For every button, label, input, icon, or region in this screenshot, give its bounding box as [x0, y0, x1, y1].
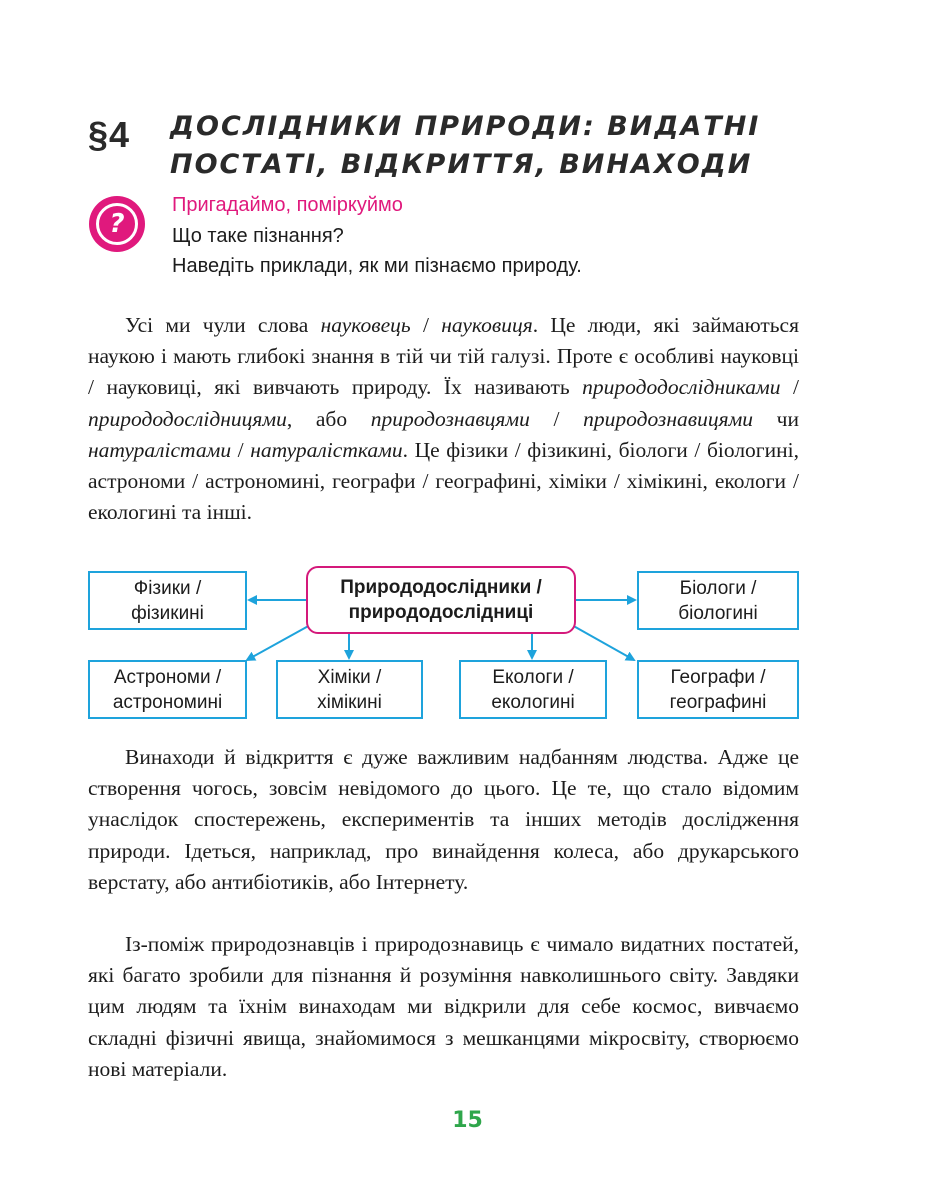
text-run: чи — [753, 406, 799, 431]
box-label: Хіміки / — [317, 666, 382, 688]
section-title-line-1: ДОСЛІДНИКИ ПРИРОДИ: ВИДАТНІ — [170, 111, 761, 142]
italic-term: природознавцями — [370, 406, 530, 431]
text-run: , або — [286, 406, 371, 431]
box-label: хімікині — [317, 691, 382, 713]
question-mark-glyph: ? — [96, 203, 138, 245]
italic-term: природознавицями — [583, 406, 754, 431]
box-chemistry — [276, 660, 423, 719]
italic-term: натуралістами — [88, 437, 232, 462]
text-run: . Це люди, які займаються наукою і мають глибокі знання в тій чи тій галузі. Проте є особливі науковці / науковиці, які вивчають природу. Їх називають — [88, 313, 799, 400]
reminder-question-2: Наведіть приклади, як ми пізнаємо природу. — [172, 255, 582, 277]
box-geography — [637, 660, 799, 719]
box-label: Біологи / — [679, 577, 757, 599]
box-label: Екологи / — [492, 666, 574, 688]
box-astronomy — [88, 660, 247, 719]
box-label: Географи / — [670, 666, 766, 688]
italic-term: науковиця — [441, 313, 533, 337]
section-title-line-2: ПОСТАТІ, ВІДКРИТТЯ, ВИНАХОДИ — [170, 149, 753, 180]
text-run: / — [529, 406, 584, 431]
text-run: / — [231, 437, 251, 462]
text-run: Усі ми чули слова — [125, 313, 321, 337]
section-number: §4 — [88, 114, 131, 155]
text-run: . Це фізики / фізикині, біологи / біологині, астрономи / астрономині, географи / географині, хіміки / хімікині, екологи / екологині та інші. — [88, 437, 799, 525]
reminder-question-1: Що таке пізнання? — [172, 225, 344, 247]
center-line-2: природодослідниці — [348, 602, 534, 623]
text-run: / — [410, 313, 442, 337]
arrow-to-geography — [570, 624, 634, 660]
box-label: Фізики / — [133, 577, 202, 599]
page-number: 15 — [452, 1108, 483, 1133]
text-run: / — [780, 375, 799, 400]
center-line-1: Природодослідники / — [340, 577, 542, 598]
box-physics — [88, 571, 247, 630]
italic-term: природодослідницями — [88, 406, 287, 431]
italic-term: натуралістками — [250, 437, 403, 462]
paragraph-scientists: Із-поміж природознавців і природознавиць є чимало видатних постатей, які багато зробили для пізнання й розуміння навколишнього світу. Завдяки цим людям та їхнім винаходам ми відкрили для себе космос, вивчаємо складні фізичні явища, знайомимося з мешканцями мікросвіту, створюємо нові матеріали. — [88, 932, 799, 1081]
box-label: біологині — [678, 602, 758, 624]
box-label: астрономині — [112, 691, 223, 713]
italic-term: науковець — [320, 313, 411, 337]
box-biology — [637, 571, 799, 630]
box-label: екологині — [491, 691, 575, 713]
diagram-center-box — [306, 566, 576, 634]
arrow-to-astronomy — [247, 624, 312, 660]
paragraph-inventions: Винаходи й відкриття є дуже важливим надбанням людства. Адже це створення чогось, зовсім невідомого до цього. Це те, що стало відомим унаслідок спостережень, експериментів та інших методів дослідження природи. Ідеться, наприклад, про винайдення колеса, або друкарського верстату, або антибіотиків, або Інтернету. — [88, 745, 799, 894]
box-label: географині — [669, 691, 767, 713]
box-label: фізикині — [131, 602, 204, 624]
reminder-title: Пригадаймо, поміркуймо — [172, 194, 403, 216]
italic-term: природодослідниками — [582, 375, 781, 400]
box-label: Астрономи / — [113, 666, 222, 688]
box-ecology — [459, 660, 607, 719]
